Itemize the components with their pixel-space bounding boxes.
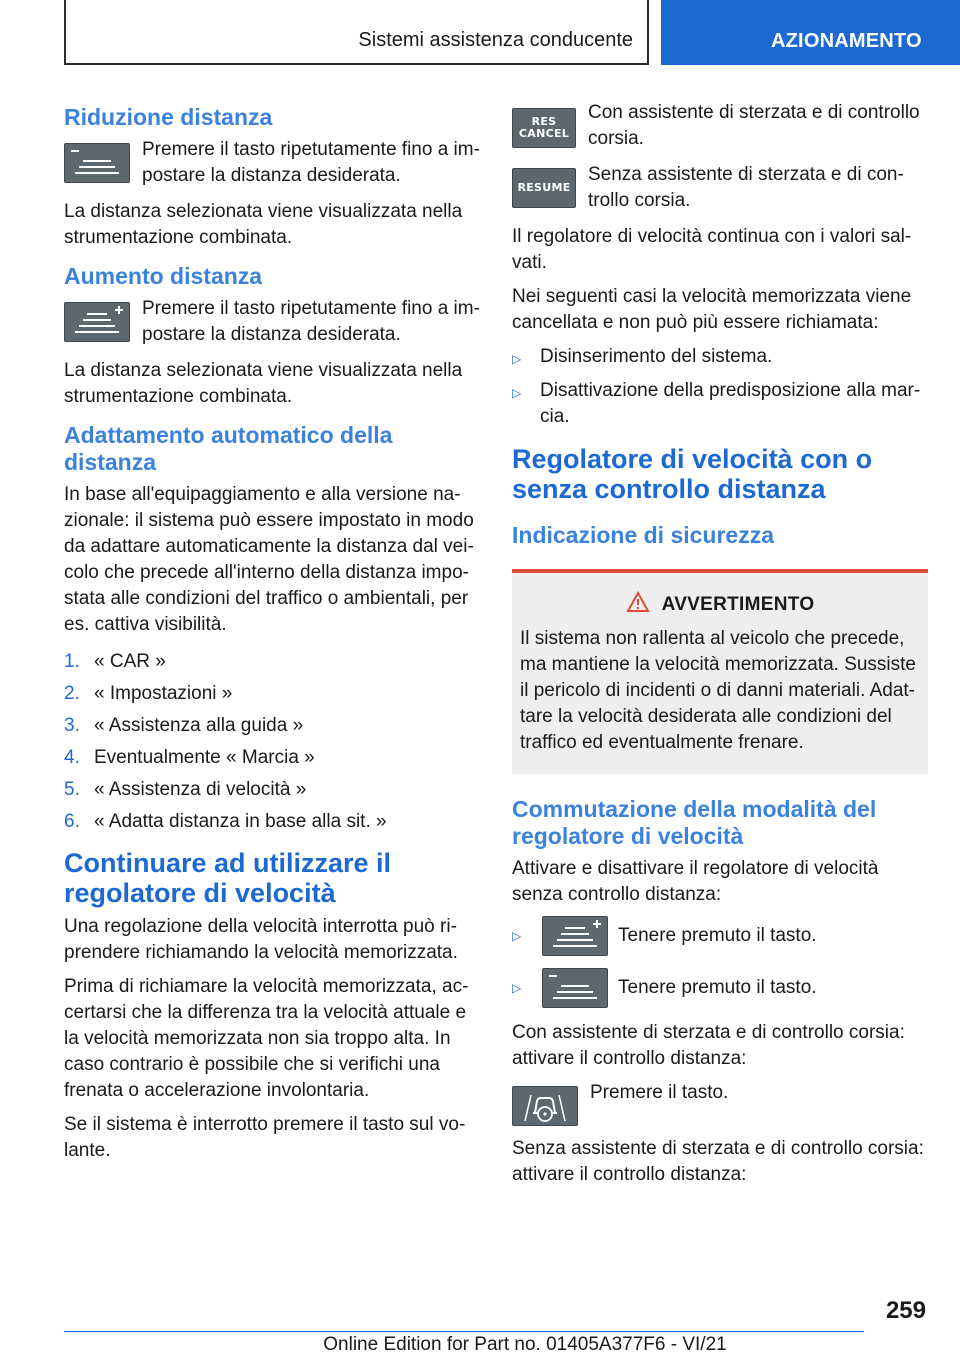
hold-increase-text: Tenere premuto il tasto. — [618, 925, 817, 946]
warning-box — [512, 569, 928, 774]
page-number: 259 — [885, 1297, 926, 1324]
footer-divider — [64, 1331, 864, 1332]
heading-riduzione-distanza: Riduzione distanza — [64, 104, 273, 130]
triangle-bullet-icon: ▷ — [512, 352, 522, 366]
heading-commutazione: Commutazione della modalità del regolatore di velocità — [512, 796, 877, 849]
driving-assistant-button-icon — [512, 1086, 578, 1126]
list-item — [64, 646, 480, 678]
header-chapter-title: AZIONAMENTO — [771, 30, 922, 52]
header-section-tab — [64, 0, 649, 65]
hold-decrease-text: Tenere premuto il tasto. — [618, 977, 817, 998]
step-text: Eventualmente « Marcia » — [94, 747, 315, 768]
list-item — [512, 344, 928, 372]
riduzione-instruction-text: Premere il tasto ripetutamente fino a impostare la distanza desiderata. — [142, 139, 480, 186]
step-number: 1. — [64, 651, 80, 672]
step-number: 6. — [64, 811, 80, 832]
header-section-title: Sistemi assistenza conducente — [358, 29, 633, 51]
step-number: 5. — [64, 779, 80, 800]
riduzione-paragraph: La distanza selezionata viene visualizzata nella strumentazione combinata. — [64, 201, 463, 248]
heading-continuare: Continuare ad utilizzare il regolatore di velocità — [64, 848, 392, 908]
settings-steps-list — [64, 646, 480, 838]
heading-regolatore: Regolatore di velocità con o senza controllo distanza — [512, 444, 873, 504]
list-item — [64, 806, 480, 838]
hold-increase-instruction — [512, 916, 928, 956]
footer-edition: Online Edition for Part no. 01405A377F6 - VI/21 — [323, 1334, 727, 1355]
distance-increase-button-icon — [542, 916, 608, 956]
warning-text: Il sistema non rallenta al veicolo che precede, ma mantiene la velocità memorizzata. Sussiste il pericolo di incidenti o di danni materiali. Adattare la velocità desiderata alle condizioni del traffico ed eventualmente frenare. — [520, 628, 916, 753]
aumento-instruction — [64, 296, 480, 348]
continuare-paragraph-1: Una regolazione della velocità interrotta può riprendere richiamando la velocità memorizzata. — [64, 916, 458, 963]
continuare-paragraph-3: Se il sistema è interrotto premere il tasto sul volante. — [64, 1114, 466, 1161]
distance-decrease-button-icon — [64, 143, 130, 183]
right-column — [512, 100, 928, 1196]
warning-title: AVVERTIMENTO — [661, 593, 815, 615]
res-cancel-instruction — [512, 100, 928, 152]
step-text: « Impostazioni » — [94, 683, 233, 704]
warning-triangle-icon — [626, 591, 650, 618]
aumento-paragraph: La distanza selezionata viene visualizzata nella strumentazione combinata. — [64, 360, 463, 407]
heading-sicurezza: Indicazione di sicurezza — [512, 522, 775, 548]
step-text: « CAR » — [94, 651, 166, 672]
list-item — [64, 710, 480, 742]
resume-button-icon — [512, 168, 576, 208]
step-text: « Adatta distanza in base alla sit. » — [94, 811, 387, 832]
res-cancel-text: Con assistente di sterzata e di controllo corsia. — [588, 102, 920, 149]
bullet-text: Disinserimento del sistema. — [540, 346, 773, 367]
res-cancel-label-line-2: CANCEL — [518, 127, 570, 140]
step-text: « Assistenza di velocità » — [94, 779, 307, 800]
resume-text: Senza assistente di sterzata e di controllo corsia. — [588, 164, 904, 211]
list-item — [512, 378, 928, 430]
res-cancel-label-line-1: RES — [531, 115, 557, 128]
adattamento-paragraph: In base all'equipaggiamento e alla versione nazionale: il sistema può essere impostato in modo da adattare automaticamente la distanza dal veicolo che precede all'interno della distanza impostata alle condizioni del traffico o ambientali, per es. cattiva visibilità. — [64, 484, 474, 635]
triangle-bullet-icon: ▷ — [512, 386, 522, 400]
list-item — [64, 678, 480, 710]
cancel-cases-list — [512, 344, 928, 430]
commutazione-paragraph: Attivare e disattivare il regolatore di velocità senza controllo distanza: — [512, 858, 879, 905]
riduzione-instruction — [64, 137, 480, 189]
triangle-bullet-icon: ▷ — [512, 981, 522, 995]
list-item — [64, 774, 480, 806]
hold-decrease-instruction — [512, 968, 928, 1008]
step-number: 3. — [64, 715, 80, 736]
heading-aumento-distanza: Aumento distanza — [64, 263, 263, 289]
resume-instruction — [512, 162, 928, 214]
senza-assistente-paragraph: Senza assistente di sterzata e di controllo corsia: attivare il controllo distanza: — [512, 1138, 924, 1185]
triangle-bullet-icon: ▷ — [512, 929, 522, 943]
aumento-instruction-text: Premere il tasto ripetutamente fino a impostare la distanza desiderata. — [142, 298, 480, 345]
left-column — [64, 100, 480, 1172]
heading-adattamento-automatico: Adattamento automatico della distanza — [64, 422, 393, 475]
step-text: « Assistenza alla guida » — [94, 715, 304, 736]
premere-instruction — [512, 1080, 928, 1126]
bullet-text: Disattivazione della predisposizione alla marcia. — [540, 380, 921, 427]
distance-decrease-button-icon — [542, 968, 608, 1008]
list-item — [64, 742, 480, 774]
con-assistente-paragraph: Con assistente di sterzata e di controllo corsia: attivare il controllo distanza: — [512, 1022, 905, 1069]
continua-paragraph: Il regolatore di velocità continua con i valori salvati. — [512, 226, 912, 273]
continuare-paragraph-2: Prima di richiamare la velocità memorizzata, accertarsi che la differenza tra la velocità attuale e la velocità memorizzata non sia troppo alta. In caso contrario è possibile che si verifichi una frenata o accelerazione involontaria. — [64, 976, 469, 1101]
res-cancel-button-icon — [512, 108, 576, 148]
step-number: 2. — [64, 683, 80, 704]
step-number: 4. — [64, 747, 80, 768]
distance-increase-button-icon — [64, 302, 130, 342]
header-chapter-tab — [661, 0, 960, 65]
resume-label: RESUME — [517, 181, 571, 194]
casi-paragraph: Nei seguenti casi la velocità memorizzata viene cancellata e non può più essere richiamata: — [512, 286, 912, 333]
premere-text: Premere il tasto. — [590, 1082, 729, 1103]
